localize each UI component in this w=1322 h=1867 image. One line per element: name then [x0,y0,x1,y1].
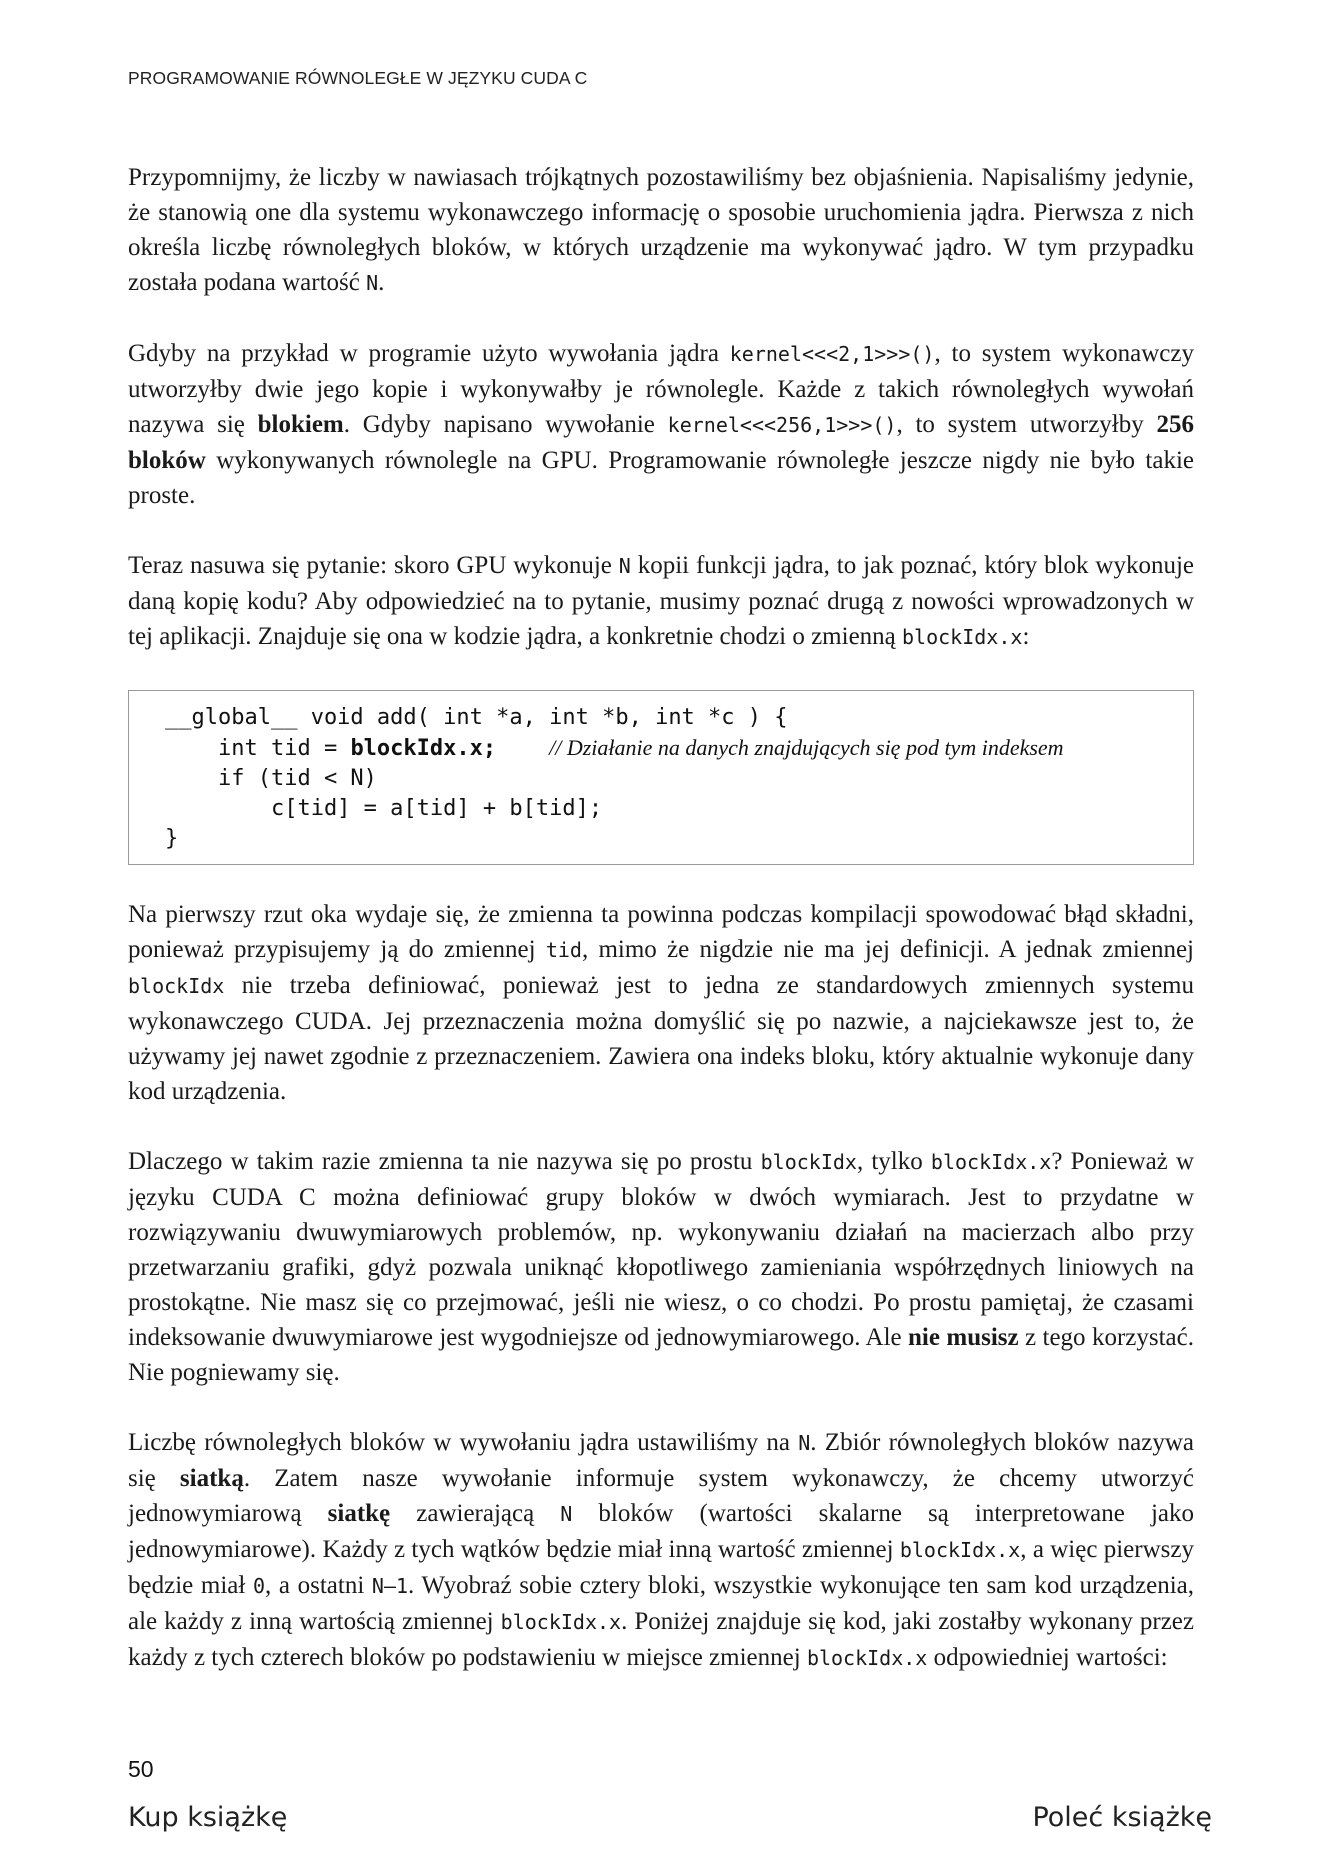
bold-term: blokiem [257,411,344,438]
running-header: PROGRAMOWANIE RÓWNOLEGŁE W JĘZYKU CUDA C [128,68,588,88]
code-line-1: __global__ void add( int *a, int *b, int *c ) { [165,705,788,730]
code-line-2-bold: blockIdx.x; [350,736,497,761]
inline-code: blockIdx.x [500,1610,622,1634]
text-span: z tego korzystać. Nie pogniewamy się. [128,1324,1194,1386]
code-line-2-prefix: int tid = [165,736,351,761]
text-span: , to system utworzyłby [896,411,1157,438]
text-span: Przypomnijmy, że liczby w nawiasach trójkątnych pozostawiliśmy bez objaśnienia. Napisaliśmy jedynie, że stanowią one dla systemu wykonawczego informację o sposobie uruchomienia jądra. Pierwsza z nich określa liczbę równoległych bloków, w których urządzenie ma wykonywać jądro. W tym przypadku została podana wartość [128,164,1194,296]
inline-code: 0 [252,1574,265,1598]
bold-term: siatką [179,1465,244,1492]
text-span: : [1022,623,1030,650]
inline-code: N–1 [371,1574,409,1598]
code-line-4: c[tid] = a[tid] + b[tid]; [165,796,603,821]
page-body [128,160,1194,1711]
page-number: 50 [128,1756,154,1782]
inline-code: blockIdx.x [902,625,1023,649]
inline-code: blockIdx.x [899,1538,1021,1562]
code-line-2-gap [496,736,549,761]
text-span: . Poniżej znajduje się kod, jaki zostałby wykonany przez każdy z tych czterech bloków po podstawieniu w miejsce zmiennej [128,1608,1194,1671]
text-span: , mimo że nigdzie nie ma jej definicji. A jednak zmiennej [581,936,1195,963]
paragraph-4 [128,897,1194,1109]
text-span: Teraz nasuwa się pytanie: skoro GPU wykonuje [128,552,619,579]
text-span: . Zatem nasze wywołanie informuje system wykonawczy, że chcemy utworzyć jednowymiarową [128,1465,1194,1527]
paragraph-6 [128,1425,1194,1676]
inline-code: N [366,271,379,295]
text-span: . Wyobraź sobie cztery bloki, wszystkie wykonujące ten sam kod urządzenia, ale każdy z inną wartością zmiennej [128,1572,1194,1635]
bold-term: 256 bloków [128,411,1194,474]
text-span: . [378,269,385,296]
bold-term: siatkę [327,1500,391,1527]
inline-code: blockIdx.x [930,1150,1052,1174]
text-span: ? Ponieważ w języku CUDA C można definiować grupy bloków w dwóch wymiarach. Jest to przydatne w rozwiązywaniu dwuwymiarowych problemów, np. wykonywaniu działań na macierzach albo przy przetwarzaniu grafiki, gdyż pozwala uniknąć kłopotliwego zamieniania współrzędnych liniowych na prostokątne. Nie masz się co przejmować, jeśli nie wiesz, o co chodzi. Po prostu pamiętaj, że czasami indeksowanie dwuwymiarowe jest wygodniejsze od jednowymiarowego. Ale [128,1148,1194,1351]
text-span: nie trzeba definiować, ponieważ jest to jedna ze standardowych zmiennych systemu wykonawczego CUDA. Jej przeznaczenia można domyślić się po nazwie, a najciekawsze jest to, że używamy jej nawet zgodnie z przeznaczeniem. Zawiera ona indeks bloku, który aktualnie wykonuje dany kod urządzenia. [128,972,1194,1105]
inline-code: kernel<<<2,1>>>() [729,342,935,366]
text-span: Dlaczego w takim razie zmienna ta nie nazywa się po prostu [128,1148,761,1175]
inline-code: N [560,1502,573,1526]
text-span: wykonywanych równolegle na GPU. Programowanie równoległe jeszcze nigdy nie było takie proste. [128,447,1194,509]
text-span: odpowiedniej wartości: [927,1644,1168,1671]
inline-code: blockIdx [760,1150,857,1174]
text-span: , to system wykonawczy utworzyłby dwie jego kopie i wykonywałby je równolegle. Każde z takich równoległych wywołań nazywa się [128,340,1194,438]
inline-code: blockIdx.x [806,1646,928,1670]
inline-code: tid [545,938,582,962]
paragraph-5 [128,1144,1194,1390]
text-span: Liczbę równoległych bloków w wywołaniu jądra ustawiliśmy na [128,1429,799,1456]
text-span: , tylko [856,1148,931,1175]
inline-code: N [618,554,631,578]
recommend-book-link[interactable]: Poleć książkę [1032,1802,1212,1833]
text-span: zawierającą [390,1500,561,1527]
text-span: bloków (wartości skalarne są interpretowane jako jednowymiarowe). Każdy z tych wątków będzie miał inną wartość zmiennej [128,1500,1194,1563]
inline-code: blockIdx [128,974,225,998]
text-span: Na pierwszy rzut oka wydaje się, że zmienna ta powinna podczas kompilacji spowodować błąd składni, ponieważ przypisujemy ją do zmiennej [128,901,1194,963]
text-span: . Gdyby napisano wywołanie [343,411,668,438]
code-comment: // Działanie na danych znajdujących się pod tym indeksem [549,735,1064,760]
inline-code: kernel<<<256,1>>>() [667,413,897,437]
paragraph-3 [128,548,1194,655]
bold-term: nie musisz [908,1324,1019,1351]
buy-book-link[interactable]: Kup książkę [128,1802,288,1833]
code-line-5: } [165,826,179,851]
code-listing [128,690,1194,865]
text-span: kopii funkcji jądra, to jak poznać, który blok wykonuje daną kopię kodu? Aby odpowiedzieć na to pytanie, musimy poznać drugą z nowości wprowadzonych w tej aplikacji. Znajduje się ona w kodzie jądra, a konkretnie chodzi o zmienną [128,552,1195,650]
text-span: . Zbiór równoległych bloków nazywa się [128,1429,1194,1492]
paragraph-1 [128,160,1194,301]
text-span: Gdyby na przykład w programie użyto wywołania jądra [128,340,730,367]
text-span: , a ostatni [265,1572,372,1599]
text-span: , a więc pierwszy będzie miał [128,1536,1194,1599]
inline-code: N [798,1431,811,1455]
paragraph-2 [128,336,1194,513]
code-line-3: if (tid < N) [165,766,377,791]
